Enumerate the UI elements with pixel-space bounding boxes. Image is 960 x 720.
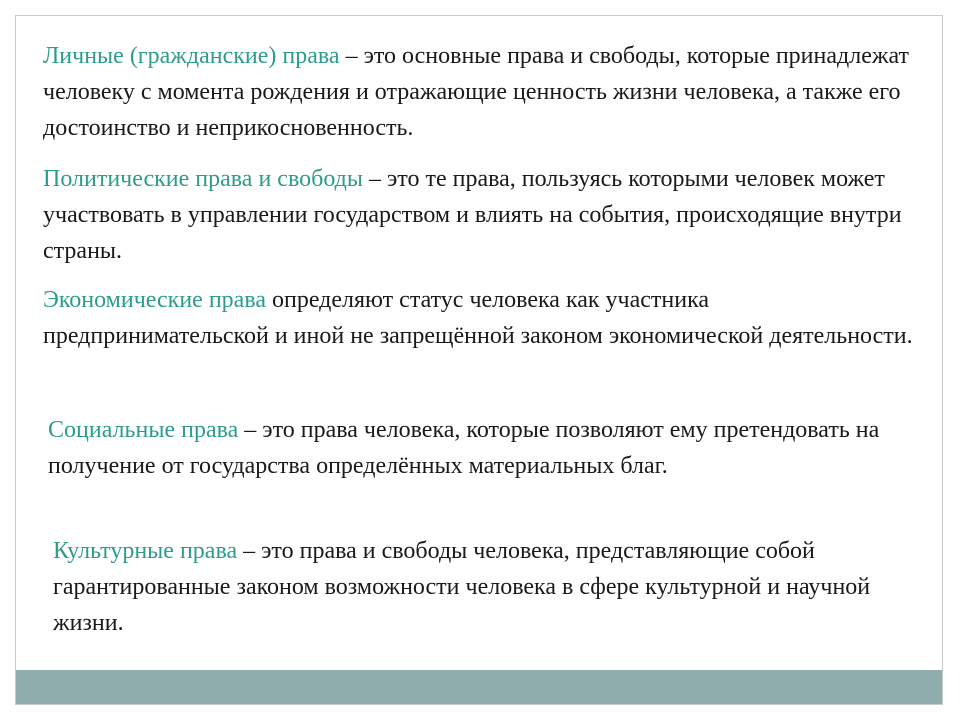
- definition-text: – это права человека, которые позволяют ему претендовать на получение от государства определённых материальных благ.: [48, 417, 880, 479]
- definition-civil-rights: [43, 38, 923, 146]
- definition-text: – это права и свободы человека, представляющие собой гарантированные законом возможности человека в сфере культурной и научной жизни.: [53, 538, 871, 636]
- definition-social-rights: [48, 412, 928, 484]
- term-cultural-rights: Культурные права: [53, 538, 238, 564]
- definition-text: – это те права, пользуясь которыми человек может участвовать в управлении государством и влиять на события, происходящие внутри страны.: [43, 166, 902, 264]
- definition-economic-rights: [43, 282, 923, 354]
- footer-bar: [16, 670, 942, 704]
- definition-text: – это основные права и свободы, которые принадлежат человеку с момента рождения и отражающие ценность жизни человека, а также его достоинство и неприкосновенность.: [43, 43, 909, 141]
- term-economic-rights: Экономические права: [43, 287, 266, 313]
- definition-text: определяют статус человека как участника предпринимательской и иной не запрещённой законом экономической деятельности.: [43, 287, 913, 349]
- term-civil-rights: Личные (гражданские) права: [43, 43, 340, 69]
- term-social-rights: Социальные права: [48, 417, 239, 443]
- term-political-rights: Политические права и свободы: [43, 166, 363, 192]
- definition-political-rights: [43, 161, 923, 269]
- slide-frame: [15, 15, 943, 705]
- definition-cultural-rights: [53, 533, 923, 641]
